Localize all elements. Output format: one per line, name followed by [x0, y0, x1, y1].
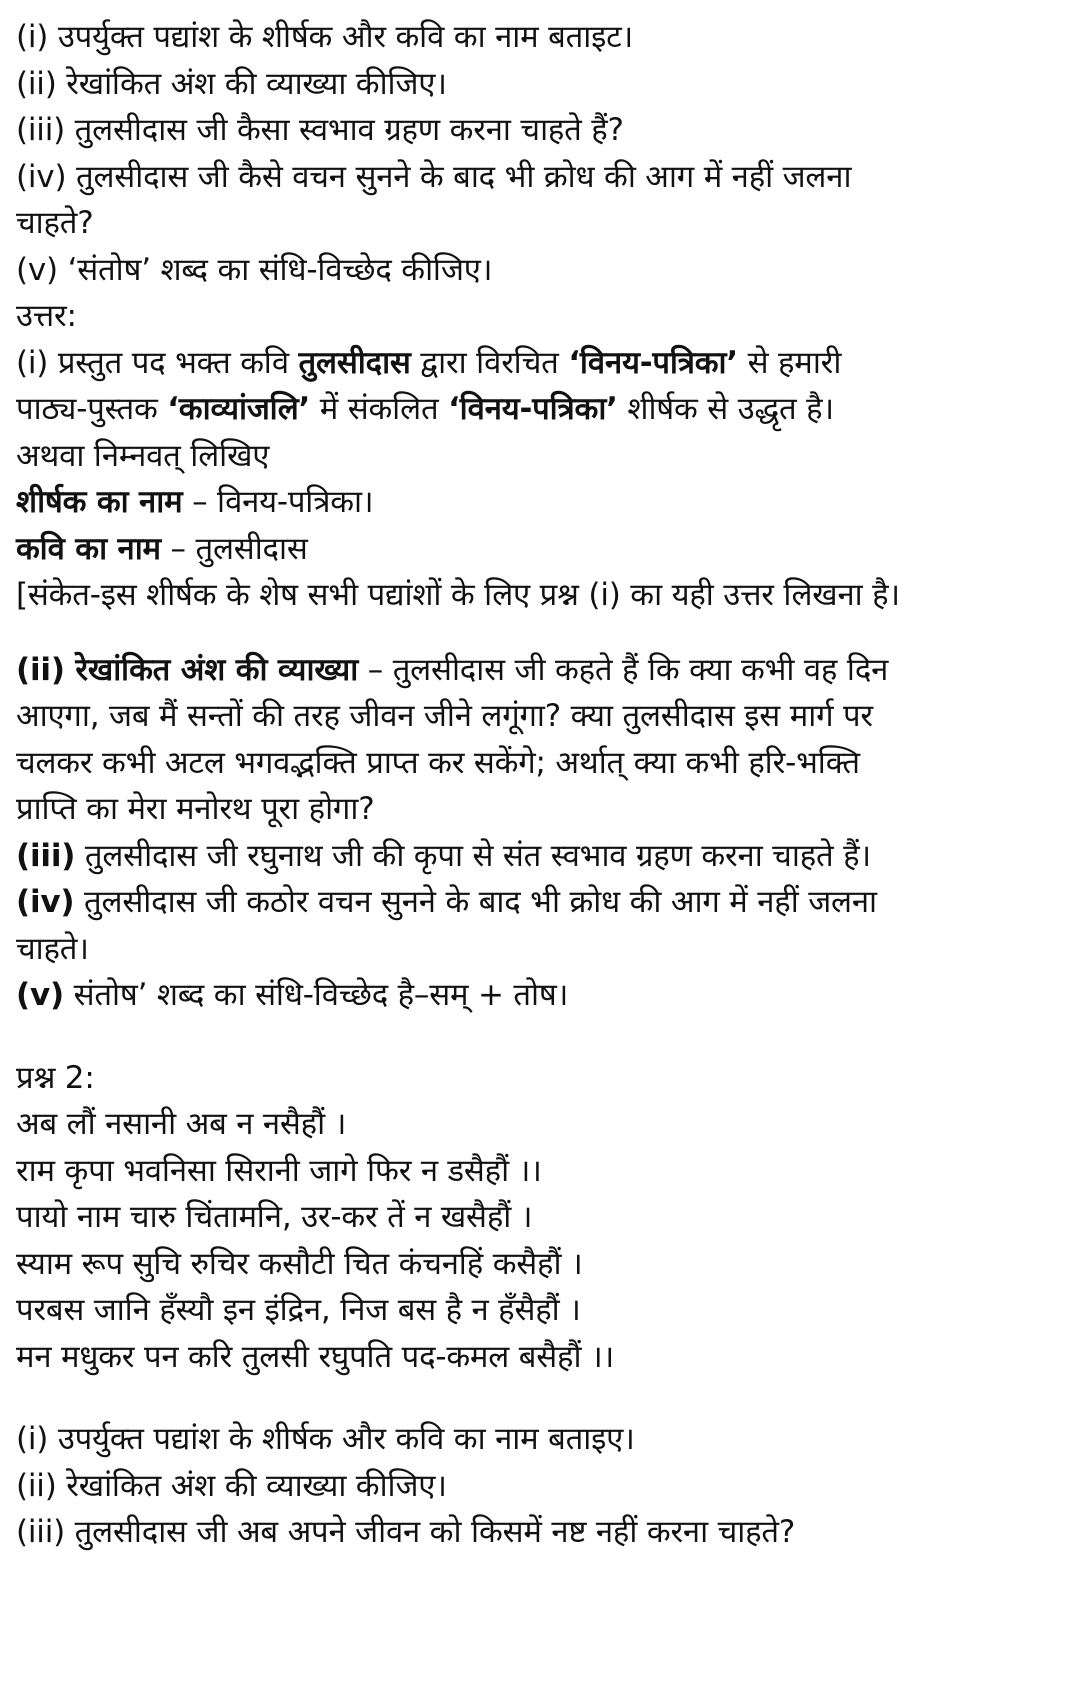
answer-i-text-part: पाठ्य-पुस्तक — [16, 391, 168, 427]
answer-iv-line2: चाहते। — [16, 930, 89, 967]
answer-i-line1 — [16, 340, 1066, 387]
q1-question-iii: (iii) तुलसीदास जी कैसा स्वभाव ग्रहण करना चाहते हैं? — [16, 112, 624, 148]
title-value: – विनय-पत्रिका। — [182, 484, 374, 520]
answer-ii-line1 — [16, 647, 1066, 694]
q2-heading: प्रश्न 2: — [16, 1059, 95, 1096]
poet-label: कवि का नाम — [16, 530, 161, 567]
q2-question-i: (i) उपर्युक्त पद्यांश के शीर्षक और कवि का नाम बताइए। — [16, 1421, 635, 1457]
book-title-bold: ‘काव्यांजलि’ — [167, 391, 311, 427]
answer-ii-label: (ii) रेखांकित अंश की व्याख्या — [16, 651, 359, 688]
answer-i-note: [संकेत-इस शीर्षक के शेष सभी पद्यांशों के लिए प्रश्न (i) का यही उत्तर लिखना है। — [16, 577, 900, 613]
answer-i-text-part: (i) प्रस्तुत पद भक्त कवि — [16, 344, 299, 381]
q1-question-ii: (ii) रेखांकित अंश की व्याख्या कीजिए। — [16, 65, 447, 102]
answer-i-text-part: से हमारी — [737, 344, 842, 381]
section-spacer — [16, 1019, 1066, 1055]
work-title-bold: ‘विनय-पत्रिका’ — [568, 344, 738, 381]
answer-heading: उत्तर: — [16, 298, 77, 334]
answer-ii-line3: चलकर कभी अटल भगवद्भक्ति प्राप्त कर सकेंगे; अर्थात् क्या कभी हरि-भक्ति — [16, 744, 860, 781]
title-label: शीर्षक का नाम — [16, 484, 183, 520]
answer-i-alternative: अथवा निम्नवत् लिखिए — [16, 437, 270, 474]
poem-line: अब लौं नसानी अब न नसैहौं । — [16, 1106, 347, 1142]
poem-line: परबस जानि हँस्यौ इन इंद्रिन, निज बस है न हँसैहौं । — [16, 1292, 581, 1328]
answer-iii-label: (iii) — [16, 837, 76, 874]
answer-iv-line1 — [16, 879, 1066, 926]
answer-iii — [16, 833, 1066, 880]
work-title-bold: ‘विनय-पत्रिका’ — [448, 391, 618, 427]
answer-v-label: (v) — [16, 977, 64, 1013]
q1-question-i: (i) उपर्युक्त पद्यांश के शीर्षक और कवि का नाम बताइट। — [16, 19, 634, 55]
answer-ii-line2: आएगा, जब मैं सन्तों की तरह जीवन जीने लगूंगा? क्या तुलसीदास इस मार्ग पर — [16, 698, 873, 734]
poem-line: राम कृपा भवनिसा सिरानी जागे फिर न डसैहौं ।। — [16, 1152, 542, 1189]
answer-iii-text: तुलसीदास जी रघुनाथ जी की कृपा से संत स्वभाव ग्रहण करना चाहते हैं। — [75, 837, 871, 874]
answer-i-text-part: शीर्षक से उद्धृत है। — [617, 391, 834, 427]
answer-i-title-row — [16, 479, 1066, 526]
section-spacer — [16, 1380, 1066, 1416]
answer-i-text-part: द्वारा विरचित — [410, 344, 569, 381]
q1-question-iv-line2: चाहते? — [16, 205, 94, 241]
answer-iv-text: तुलसीदास जी कठोर वचन सुनने के बाद भी क्रोध की आग में नहीं जलना — [74, 884, 877, 920]
poet-value: – तुलसीदास — [160, 530, 308, 567]
answer-ii-text: – तुलसीदास जी कहते हैं कि क्या कभी वह दिन — [358, 651, 889, 688]
answer-i-poet-row — [16, 526, 1066, 573]
answer-v — [16, 972, 1066, 1019]
q2-question-iii: (iii) तुलसीदास जी अब अपने जीवन को किसमें नष्ट नहीं करना चाहते? — [16, 1514, 796, 1550]
q2-question-ii: (ii) रेखांकित अंश की व्याख्या कीजिए। — [16, 1467, 447, 1504]
q1-question-v: (v) ‘संतोष’ शब्द का संधि-विच्छेद कीजिए। — [16, 251, 493, 288]
answer-v-text: संतोष’ शब्द का संधि-विच्छेद है–सम् + तोष। — [63, 977, 569, 1013]
answer-i-text-part: में संकलित — [310, 391, 449, 427]
section-spacer — [16, 619, 1066, 647]
poem-line: मन मधुकर पन करि तुलसी रघुपति पद-कमल बसैहौं ।। — [16, 1338, 615, 1375]
poet-name-bold: तुलसीदास — [298, 344, 411, 381]
poem-line: स्याम रूप सुचि रुचिर कसौटी चित कंचनहिं कसैहौं । — [16, 1245, 583, 1282]
poem-line: पायो नाम चारु चिंतामनि, उर-कर तें न खसैहौं । — [16, 1199, 533, 1235]
answer-iv-label: (iv) — [16, 884, 75, 920]
q1-question-iv-line1: (iv) तुलसीदास जी कैसे वचन सुनने के बाद भी क्रोध की आग में नहीं जलना — [16, 158, 852, 195]
answer-ii-line4: प्राप्ति का मेरा मनोरथ पूरा होगा? — [16, 791, 375, 827]
answer-i-line2 — [16, 386, 1066, 433]
